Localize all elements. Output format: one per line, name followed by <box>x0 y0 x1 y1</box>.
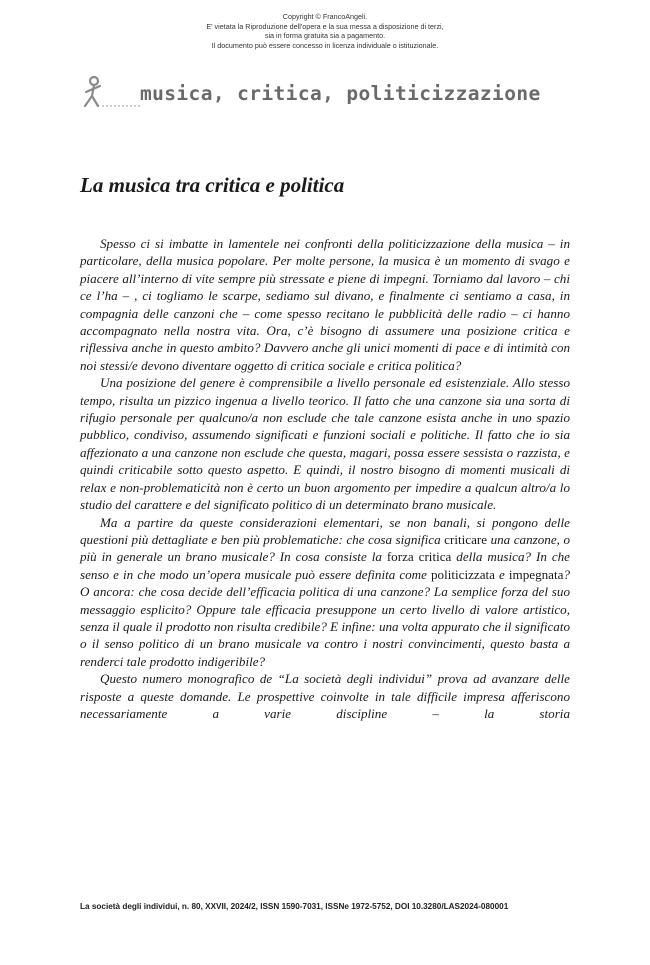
section-header <box>82 74 582 114</box>
paragraph <box>80 514 570 671</box>
paragraph: Una posizione del genere è comprensibile a livello personale ed esistenziale. Allo stesso tempo, risulta un pizzico ingenua a livello teorico. Il fatto che una canzone sia una sorta di rifugio personale per qualcuno/a non esclude che tale canzone esista anche in uno spazio pubblico, condiviso, assumendo significati e funzioni sociali e politiche. Il fatto che io sia affezionato a una canzone non esclude che questa, magari, possa essere sessista o razzista, e quindi criticabile sotto questo aspetto. E quindi, il nostro bisogno di momenti musicali di relax e non-problematicità non è certo un buon argomento per impedire a qualcun altro/a lo studio del carattere e del significato politico di un determinato brano musicale. <box>80 375 570 513</box>
copyright-line: E' vietata la Riproduzione dell'opera e la sua messa a disposizione di terzi, <box>206 21 444 31</box>
copyright-line: Il documento può essere concesso in licenza individuale o istituzionale. <box>211 40 439 50</box>
article-body <box>80 235 570 722</box>
copyright-line: sia in forma gratuita sia a pagamento. <box>264 31 386 41</box>
emphasis-term: politicizzata <box>431 566 495 582</box>
emphasis-term: criticare <box>444 531 488 547</box>
text-span: e <box>494 566 509 582</box>
text-span: una canzone, o più in generale un brano musicale? In cosa consiste la <box>80 531 570 565</box>
text-span: Ma a partire da queste considerazioni elementari, se non banali, si pongono delle questioni più dettagliate e ben più problematiche: che cosa significa <box>80 514 570 547</box>
article-title: La musica tra critica e politica <box>80 173 345 197</box>
copyright-line: Copyright © FrancoAngeli. <box>282 12 368 21</box>
emphasis-term: impegnata <box>508 566 564 582</box>
paragraph: Spesso ci si imbatte in lamentele nei confronti della politicizzazione della musica – in particolare, della musica popolare. Per molte persone, la musica è un momento di svago e piacere all’interno di vite sempre più stressate e piene di impegni. Torniamo dal lavoro – chi ce l’ha – , ci togliamo le scarpe, sediamo sul divano, e finalmente ci sentiamo a casa, in compagnia delle canzoni che – come spesso recitano le pubblicità delle radio – ci hanno accompagnato nella nostra vita. Ora, c’è bisogno di assumere una posizione critica e riflessiva anche in questo ambito? Davvero anche gli unici momenti di pace e di intimità con noi stessi/e devono diventare oggetto di critica sociale e critica politica? <box>80 236 570 373</box>
section-title: musica, critica, politicizzazione <box>140 82 541 105</box>
text-span: della musica? In che senso e in che modo un’opera musicale può essere definita come <box>80 549 570 582</box>
text-span: ? O ancora: che cosa decide dell’efficacia politica di una canzone? La semplice forza del suo messaggio esplicito? Oppure tale efficacia presuppone un certo livello di valore artistico, senza il quale il prodotto non risulta credibile? E infine: una volta appurato che il significato o il senso politico di un brano musicale va contro i nostri convincimenti, questo basta a renderci tale prodotto indigeribile? <box>80 566 570 669</box>
copyright-notice <box>0 12 650 50</box>
emphasis-term: forza critica <box>386 549 452 565</box>
paragraph: Questo numero monografico de “La società degli individui” prova ad avanzare delle risposte a queste domande. Le prospettive coinvolte in tale difficile impresa afferiscono necessariamente a varie discipline – la storia <box>80 671 570 721</box>
journal-citation: La società degli individui, n. 80, XXVII, 2024/2, ISSN 1590-7031, ISSNe 1972-5752, DOI 10.3280/LAS2024-080001 <box>80 902 509 911</box>
